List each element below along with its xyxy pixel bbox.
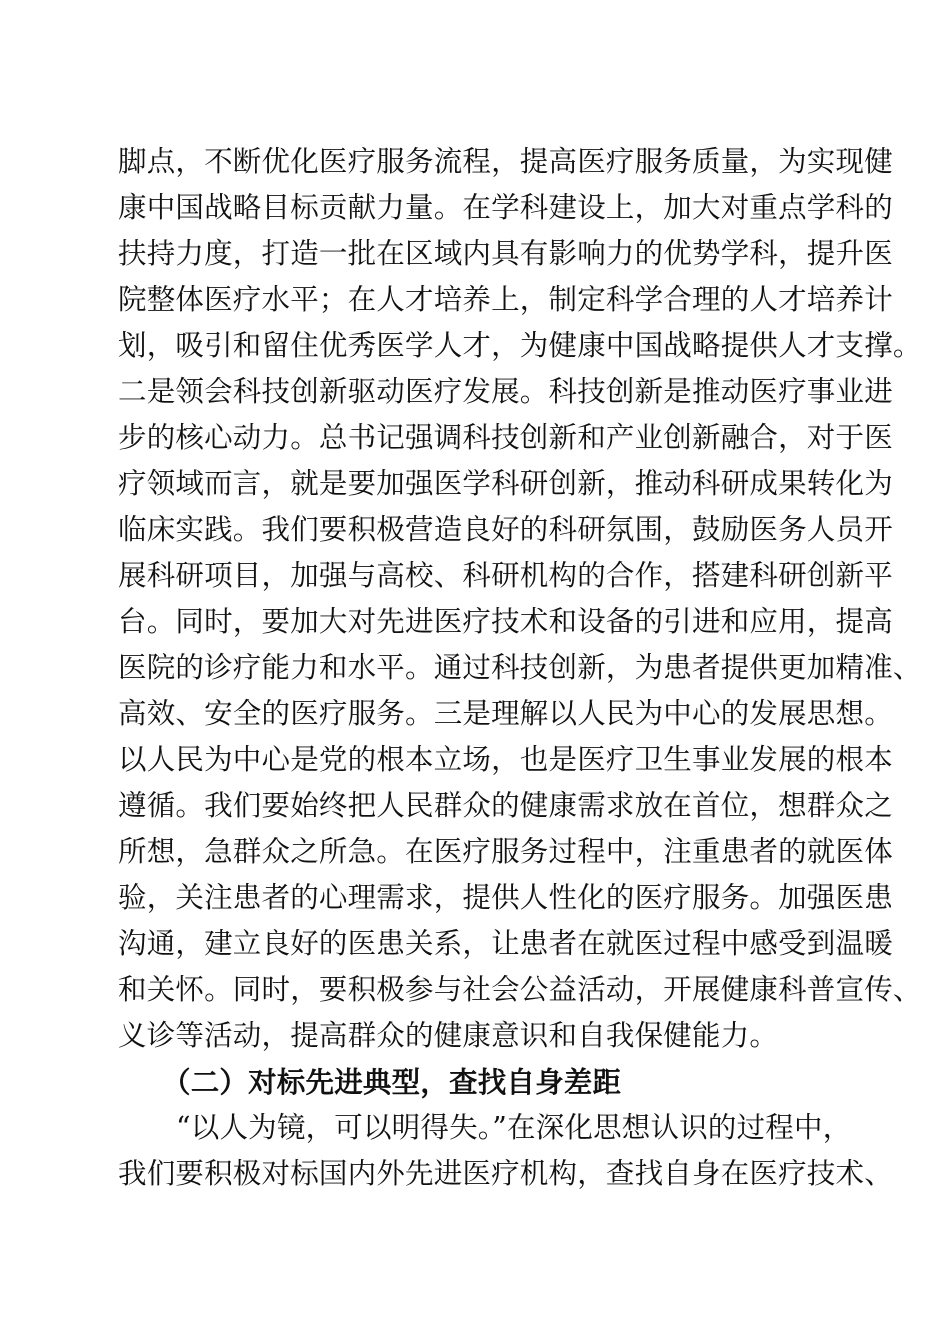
paragraph-line: 院整体医疗水平；在人才培养上，制定科学合理的人才培养计 xyxy=(118,283,893,316)
paragraph-line: 验，关注患者的心理需求，提供人性化的医疗服务。加强医患 xyxy=(118,881,893,914)
paragraph-line: 所想，急群众之所急。在医疗服务过程中，注重患者的就医体 xyxy=(118,835,893,868)
section-heading: （二）对标先进典型，查找自身差距 xyxy=(162,1065,622,1099)
paragraph-line: 义诊等活动，提高群众的健康意识和自我保健能力。 xyxy=(118,1019,779,1052)
paragraph-line: 台。同时，要加大对先进医疗技术和设备的引进和应用，提高 xyxy=(118,605,893,638)
paragraph-line: 康中国战略目标贡献力量。在学科建设上，加大对重点学科的 xyxy=(118,191,893,224)
paragraph-line: 脚点，不断优化医疗服务流程，提高医疗服务质量，为实现健 xyxy=(118,145,893,178)
paragraph-line: 高效、安全的医疗服务。三是理解以人民为中心的发展思想。 xyxy=(118,697,893,730)
paragraph-line: 划，吸引和留住优秀医学人才，为健康中国战略提供人才支撑。 xyxy=(118,329,922,362)
paragraph-line: 临床实践。我们要积极营造良好的科研氛围，鼓励医务人员开 xyxy=(118,513,893,546)
paragraph-line: 展科研项目，加强与高校、科研机构的合作，搭建科研创新平 xyxy=(118,559,893,592)
paragraph-line: 我们要积极对标国内外先进医疗机构，查找自身在医疗技术、 xyxy=(118,1157,893,1190)
paragraph-line: 以人民为中心是党的根本立场，也是医疗卫生事业发展的根本 xyxy=(118,743,893,776)
paragraph-line: 扶持力度，打造一批在区域内具有影响力的优势学科，提升医 xyxy=(118,237,893,270)
paragraph-line: 和关怀。同时，要积极参与社会公益活动，开展健康科普宣传、 xyxy=(118,973,922,1006)
paragraph-line: 沟通，建立良好的医患关系，让患者在就医过程中感受到温暖 xyxy=(118,927,893,960)
paragraph-line: 步的核心动力。总书记强调科技创新和产业创新融合，对于医 xyxy=(118,421,893,454)
paragraph-line: 疗领域而言，就是要加强医学科研创新，推动科研成果转化为 xyxy=(118,467,893,500)
paragraph-line: 二是领会科技创新驱动医疗发展。科技创新是推动医疗事业进 xyxy=(118,375,893,408)
paragraph-line: 遵循。我们要始终把人民群众的健康需求放在首位，想群众之 xyxy=(118,789,893,822)
paragraph-line: “以人为镜，可以明得失。”在深化思想认识的过程中， xyxy=(176,1111,852,1144)
paragraph-line: 医院的诊疗能力和水平。通过科技创新，为患者提供更加精准、 xyxy=(118,651,922,684)
